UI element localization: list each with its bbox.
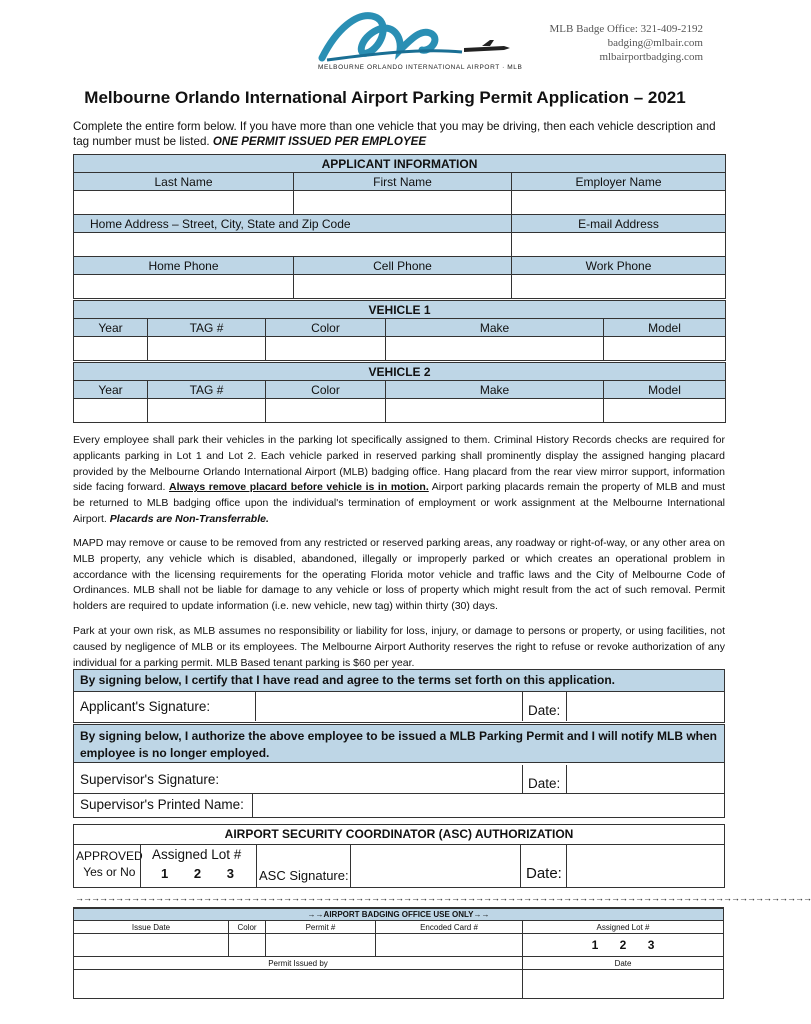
applicant-signature-block — [73, 669, 725, 723]
home-address-label: Home Address – Street, City, State and Zip Code — [74, 215, 512, 233]
vehicle1-header: VEHICLE 1 — [74, 301, 726, 319]
supervisor-printed-name-label: Supervisor's Printed Name: — [80, 797, 244, 812]
asc-lot-2[interactable]: 2 — [193, 866, 202, 881]
asc-date-field[interactable] — [569, 847, 719, 885]
vehicle1-color-label: Color — [266, 319, 386, 337]
intro-text — [73, 119, 723, 149]
policy-paragraph-3: Park at your own risk, as MLB assumes no responsibility or liability for loss, injury, or damage to persons or property, or using facilities, not caused by negligence of MLB or its employees. The Melbourne Airport Authority reserves the right to refuse or revoke authorization of any individual for a parking permit. MLB Based tenant parking is $60 per year. — [73, 625, 725, 669]
intro-emphasis: ONE PERMIT ISSUED PER EMPLOYEE — [212, 135, 427, 148]
asc-approved-label: APPROVED — [76, 849, 143, 863]
asc-header: AIRPORT SECURITY COORDINATOR (ASC) AUTHORIZATION — [74, 825, 724, 845]
asc-date-label: Date: — [526, 865, 562, 882]
office-date-field[interactable] — [523, 970, 724, 999]
contact-site[interactable]: mlbairportbadging.com — [599, 51, 703, 63]
asc-block — [73, 824, 725, 888]
asc-lot-3[interactable]: 3 — [226, 866, 234, 881]
applicant-signature-label: Applicant's Signature: — [80, 699, 211, 714]
policy-p1-d: Placards are Non-Transferrable. — [109, 512, 269, 525]
policy-paragraph-2: MAPD may remove or cause to be removed from any restricted or reserved parking areas, any roadway or right-of-way, or any other area on MLB property, any vehicle which is disabled, abandoned, illegally or improperly parked or which creates an operational problem in accordance with the licensing requirements for the operating Florida motor vehicle and traffic laws and the City of Melbourne Code of Ordinances. MLB shall not be liable for damage to any vehicle or loss of property which might result from the act of such removal. Permit holders are required to update information (i.e. new vehicle, new tag) within thirty (30) days. — [73, 537, 725, 613]
applicant-header: APPLICANT INFORMATION — [74, 155, 726, 173]
vehicle1-make-field[interactable] — [386, 337, 604, 361]
first-name-label: First Name — [294, 173, 512, 191]
employer-name-label: Employer Name — [512, 173, 726, 191]
office-permit-field[interactable] — [266, 934, 376, 957]
supervisor-printed-name-field[interactable] — [256, 795, 716, 815]
office-issued-by-label: Permit Issued by — [74, 957, 523, 970]
vehicle2-model-field[interactable] — [604, 399, 726, 423]
vehicle1-tag-field[interactable] — [148, 337, 266, 361]
vehicle1-year-label: Year — [74, 319, 148, 337]
intro-body: Complete the entire form below. If you have more than one vehicle that you may be driving, then each vehicle description and tag number must be listed. — [73, 120, 716, 148]
vehicle2-table — [73, 362, 726, 423]
asc-signature-label: ASC Signature: — [259, 868, 349, 883]
office-lot-2[interactable]: 2 — [619, 938, 627, 952]
supervisor-block — [73, 724, 725, 818]
office-assigned-lot-label: Assigned Lot # — [523, 921, 724, 934]
vehicle1-color-field[interactable] — [266, 337, 386, 361]
office-date-label: Date — [523, 957, 724, 970]
office-lot-1[interactable]: 1 — [591, 938, 599, 952]
office-color-label: Color — [229, 921, 266, 934]
last-name-field[interactable] — [74, 191, 294, 215]
vehicle2-model-label: Model — [604, 381, 726, 399]
supervisor-authorize: By signing below, I authorize the above employee to be issued a MLB Parking Permit and I will notify MLB when employee is no longer employed. — [74, 725, 724, 763]
office-issued-by-field[interactable] — [74, 970, 523, 999]
email-label: E-mail Address — [512, 215, 726, 233]
office-issue-date-label: Issue Date — [74, 921, 229, 934]
office-encoded-card-label: Encoded Card # — [376, 921, 523, 934]
airport-logo — [312, 8, 523, 74]
policy-p1-b: Always remove placard before vehicle is in motion. — [169, 481, 429, 494]
applicant-table — [73, 154, 726, 299]
arrow-divider: →→→→→→→→→→→→→→→→→→→→→→→→→→→→→→→→→→→→→→→→→→→→→→→→→→→→→→→→→→→→→→→→→→→→→→→→→→→→→→→→→→→→→→→→→→→→ — [75, 893, 811, 903]
office-color-field[interactable] — [229, 934, 266, 957]
applicant-date-field[interactable] — [569, 693, 719, 720]
vehicle1-make-label: Make — [386, 319, 604, 337]
logo-text: MELBOURNE ORLANDO INTERNATIONAL AIRPORT · MLB — [318, 64, 523, 71]
home-phone-label: Home Phone — [74, 257, 294, 275]
vehicle2-header: VEHICLE 2 — [74, 363, 726, 381]
contact-email[interactable]: badging@mlbair.com — [607, 37, 703, 49]
first-name-field[interactable] — [294, 191, 512, 215]
policy-p1-a: Every employee shall park their vehicles in the parking lot specifically assigned to them. Criminal History Records checks are required for applicants parking in Lot 1 and Lot 2. Each vehicle parked in reserved parking shall prominently display the assigned hanging placard provided by the Melbourne Orlando International Airport (MLB) badging office. Hang placard from the rear view mirror support, information side facing forward. — [73, 434, 725, 494]
asc-yes-or-no: Yes or No — [83, 865, 136, 879]
supervisor-signature-label: Supervisor's Signature: — [80, 772, 220, 787]
last-name-label: Last Name — [74, 173, 294, 191]
vehicle1-tag-label: TAG # — [148, 319, 266, 337]
employer-name-field[interactable] — [512, 191, 726, 215]
asc-signature-field[interactable] — [353, 847, 517, 885]
office-lot-3[interactable]: 3 — [647, 938, 655, 952]
work-phone-label: Work Phone — [512, 257, 726, 275]
cell-phone-field[interactable] — [294, 275, 512, 299]
vehicle2-year-label: Year — [74, 381, 148, 399]
vehicle2-tag-field[interactable] — [148, 399, 266, 423]
asc-assigned-lot-label: Assigned Lot # — [152, 847, 242, 862]
vehicle2-year-field[interactable] — [74, 399, 148, 423]
home-address-field[interactable] — [74, 233, 512, 257]
office-header: →→AIRPORT BADGING OFFICE USE ONLY→→ — [74, 908, 724, 921]
office-lot-choices — [523, 934, 724, 957]
cell-phone-label: Cell Phone — [294, 257, 512, 275]
work-phone-field[interactable] — [512, 275, 726, 299]
contact-block — [550, 22, 703, 64]
applicant-date-label: Date: — [528, 703, 561, 718]
contact-phone: MLB Badge Office: 321-409-2192 — [549, 23, 703, 35]
office-permit-label: Permit # — [266, 921, 376, 934]
applicant-signature-field[interactable] — [258, 693, 518, 720]
asc-approved — [76, 848, 143, 880]
vehicle1-model-field[interactable] — [604, 337, 726, 361]
email-field[interactable] — [512, 233, 726, 257]
vehicle2-make-label: Make — [386, 381, 604, 399]
vehicle2-make-field[interactable] — [386, 399, 604, 423]
asc-lot-1[interactable]: 1 — [161, 866, 169, 881]
office-use-table — [73, 907, 724, 999]
home-phone-field[interactable] — [74, 275, 294, 299]
vehicle1-year-field[interactable] — [74, 337, 148, 361]
vehicle2-color-label: Color — [266, 381, 386, 399]
vehicle1-model-label: Model — [604, 319, 726, 337]
supervisor-date-label: Date: — [528, 776, 561, 791]
applicant-certify: By signing below, I certify that I have read and agree to the terms set forth on this application. — [74, 670, 724, 692]
mlb-swoosh-icon — [312, 8, 518, 66]
policy-p1-c: Airport parking placards remain the property of MLB and must be returned to MLB badging office upon the individual's termination of employment or work assignment at the Melbourne International Airport. — [73, 481, 726, 525]
page-title: Melbourne Orlando International Airport Parking Permit Application – 2021 — [84, 88, 686, 107]
office-encoded-card-field[interactable] — [376, 934, 523, 957]
policy-paragraph-1 — [73, 433, 725, 528]
office-issue-date-field[interactable] — [74, 934, 229, 957]
vehicle2-color-field[interactable] — [266, 399, 386, 423]
vehicle1-table — [73, 300, 726, 361]
vehicle2-tag-label: TAG # — [148, 381, 266, 399]
